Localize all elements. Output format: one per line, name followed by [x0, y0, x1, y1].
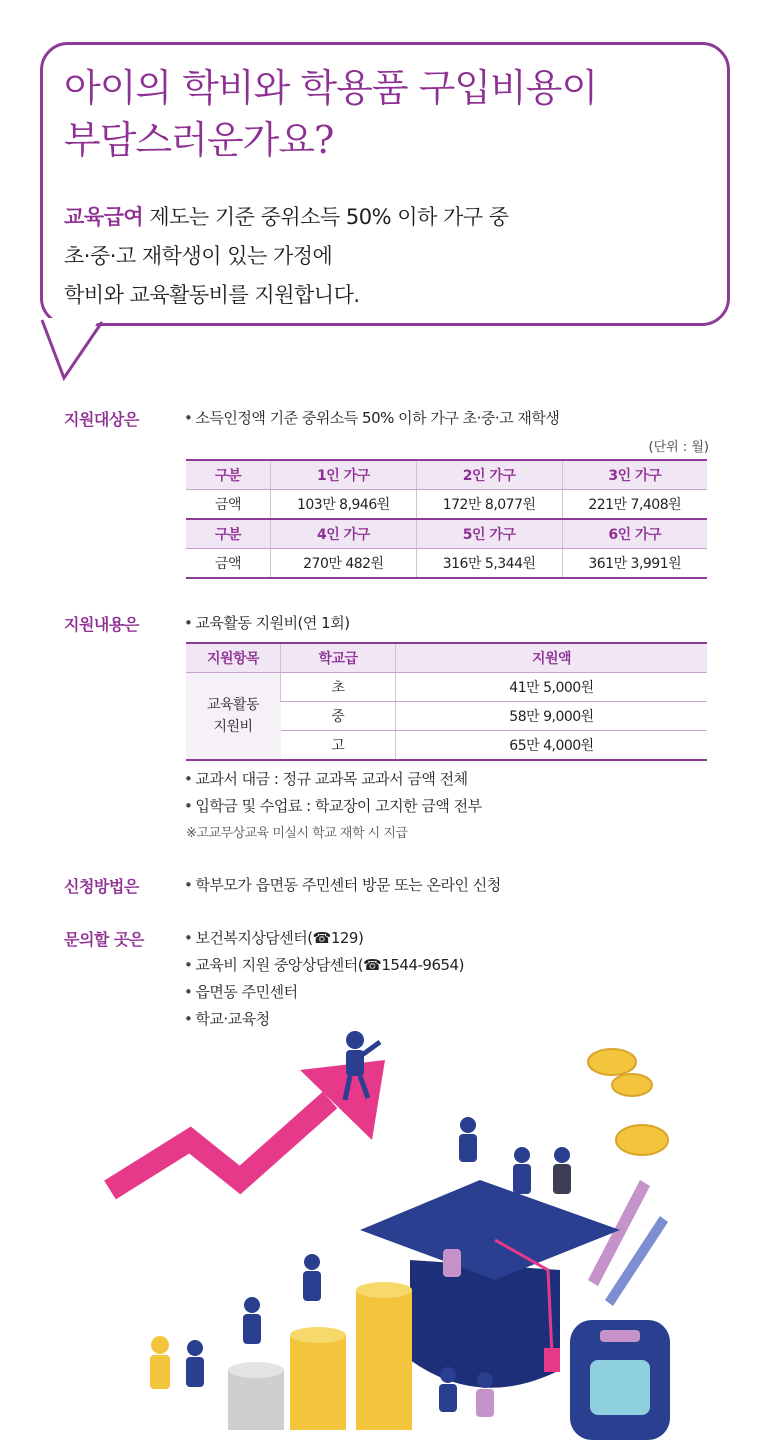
support-category-line2: 지원비: [213, 719, 253, 735]
content-label: 지원내용은: [64, 615, 139, 634]
pencil-icon: [588, 1180, 668, 1306]
page-headline: [64, 62, 597, 166]
table-cell: 1인 가구: [271, 460, 417, 490]
headline-line1: 아이의 학비와 학용품 구입비용이: [64, 66, 598, 110]
table-cell: 172만 8,077원: [416, 490, 562, 520]
intro-line3: 학비와 교육활동비를 지원합니다.: [64, 283, 360, 307]
table-cell: 금액: [186, 490, 271, 520]
support-category-line1: 교육활동: [206, 697, 260, 713]
support-category: [186, 673, 281, 761]
table-cell: 고: [281, 731, 396, 761]
table-cell: 4인 가구: [271, 519, 417, 549]
footnote: ※고교무상교육 미실시 학교 재학 시 지급: [186, 826, 408, 841]
target-bullet: • 소득인정액 기준 중위소득 50% 이하 가구 초·중·고 재학생: [184, 407, 559, 428]
support-table: [186, 642, 707, 761]
income-row-2: [186, 549, 707, 579]
coin-icon: [588, 1049, 668, 1155]
contact-item: • 학교·교육청: [184, 1008, 270, 1029]
table-cell: 지원액: [396, 643, 708, 673]
intro-text: [64, 198, 509, 315]
contact-item: • 교육비 지원 중앙상담센터(☎1544-9654): [184, 954, 464, 975]
table-cell: 초: [281, 673, 396, 702]
intro-highlight: 교육급여: [64, 205, 144, 229]
table-cell: 41만 5,000원: [396, 673, 708, 702]
table-cell: 316만 5,344원: [416, 549, 562, 579]
income-header-row-2: [186, 519, 707, 549]
table-cell: 65만 4,000원: [396, 731, 708, 761]
intro-line2: 초·중·고 재학생이 있는 가정에: [64, 244, 333, 268]
table-cell: 중: [281, 702, 396, 731]
contact-item: • 보건복지상담센터(☎129): [184, 927, 363, 948]
education-illustration: [0, 1030, 773, 1449]
tuition-bullet: • 입학금 및 수업료 : 학교장이 고지한 금액 전부: [184, 795, 482, 816]
headline-line2: 부담스러운가요?: [64, 118, 334, 162]
table-cell: 5인 가구: [416, 519, 562, 549]
content-bullet: • 교육활동 지원비(연 1회): [184, 612, 350, 633]
table-cell: 금액: [186, 549, 271, 579]
table-cell: 58만 9,000원: [396, 702, 708, 731]
table-cell: 구분: [186, 519, 271, 549]
contact-label: 문의할 곳은: [64, 930, 144, 949]
table-cell: 학교급: [281, 643, 396, 673]
growth-arrow-icon: [110, 1060, 385, 1190]
support-header-row: [186, 643, 707, 673]
contact-item: • 읍면동 주민센터: [184, 981, 298, 1002]
income-header-row-1: [186, 460, 707, 490]
table-cell: 221만 7,408원: [562, 490, 707, 520]
intro-line1: 제도는 기준 중위소득 50% 이하 가구 중: [143, 205, 509, 229]
income-table: [186, 459, 707, 579]
income-row-1: [186, 490, 707, 520]
apply-bullet: • 학부모가 읍면동 주민센터 방문 또는 온라인 신청: [184, 874, 501, 895]
table-cell: 361만 3,991원: [562, 549, 707, 579]
support-row-1: [186, 673, 707, 702]
table-cell: 지원항목: [186, 643, 281, 673]
table-cell: 구분: [186, 460, 271, 490]
backpack-icon: [570, 1320, 670, 1440]
table-cell: 6인 가구: [562, 519, 707, 549]
textbook-bullet: • 교과서 대금 : 정규 교과목 교과서 금액 전체: [184, 768, 468, 789]
table-cell: 270만 482원: [271, 549, 417, 579]
unit-note: (단위 : 월): [648, 440, 709, 455]
speech-bubble-tail: [40, 318, 120, 388]
table-cell: 3인 가구: [562, 460, 707, 490]
table-cell: 103만 8,946원: [271, 490, 417, 520]
table-cell: 2인 가구: [416, 460, 562, 490]
target-label: 지원대상은: [64, 410, 139, 429]
apply-label: 신청방법은: [64, 877, 139, 896]
